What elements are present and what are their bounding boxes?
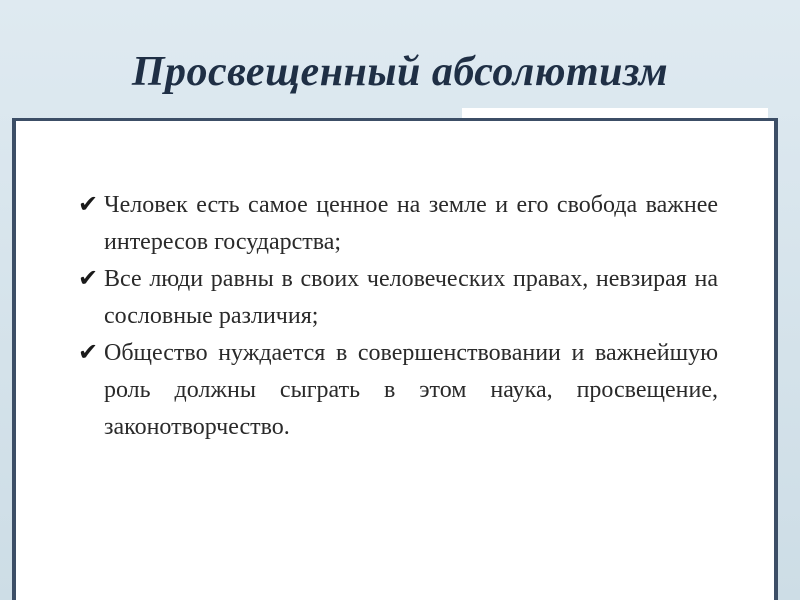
check-mark-icon: ✔ <box>78 340 99 366</box>
content-box <box>12 118 778 600</box>
bullet-list <box>78 187 718 446</box>
bullet-text: Человек есть самое ценное на земле и его свобода важнее интересов государства; <box>104 192 718 255</box>
check-mark-icon: ✔ <box>78 266 99 292</box>
bullet-item <box>78 187 718 261</box>
bullet-item <box>78 261 718 335</box>
check-mark-icon: ✔ <box>78 192 99 218</box>
bullet-item <box>78 335 718 446</box>
bullet-text: Общество нуждается в совершенствовании и важнейшую роль должны сыграть в этом наука, просвещение, законотворчество. <box>104 340 718 440</box>
bullet-text: Все люди равны в своих человеческих правах, невзирая на сословные различия; <box>104 266 718 329</box>
slide-title: Просвещенный абсолютизм <box>131 49 669 95</box>
